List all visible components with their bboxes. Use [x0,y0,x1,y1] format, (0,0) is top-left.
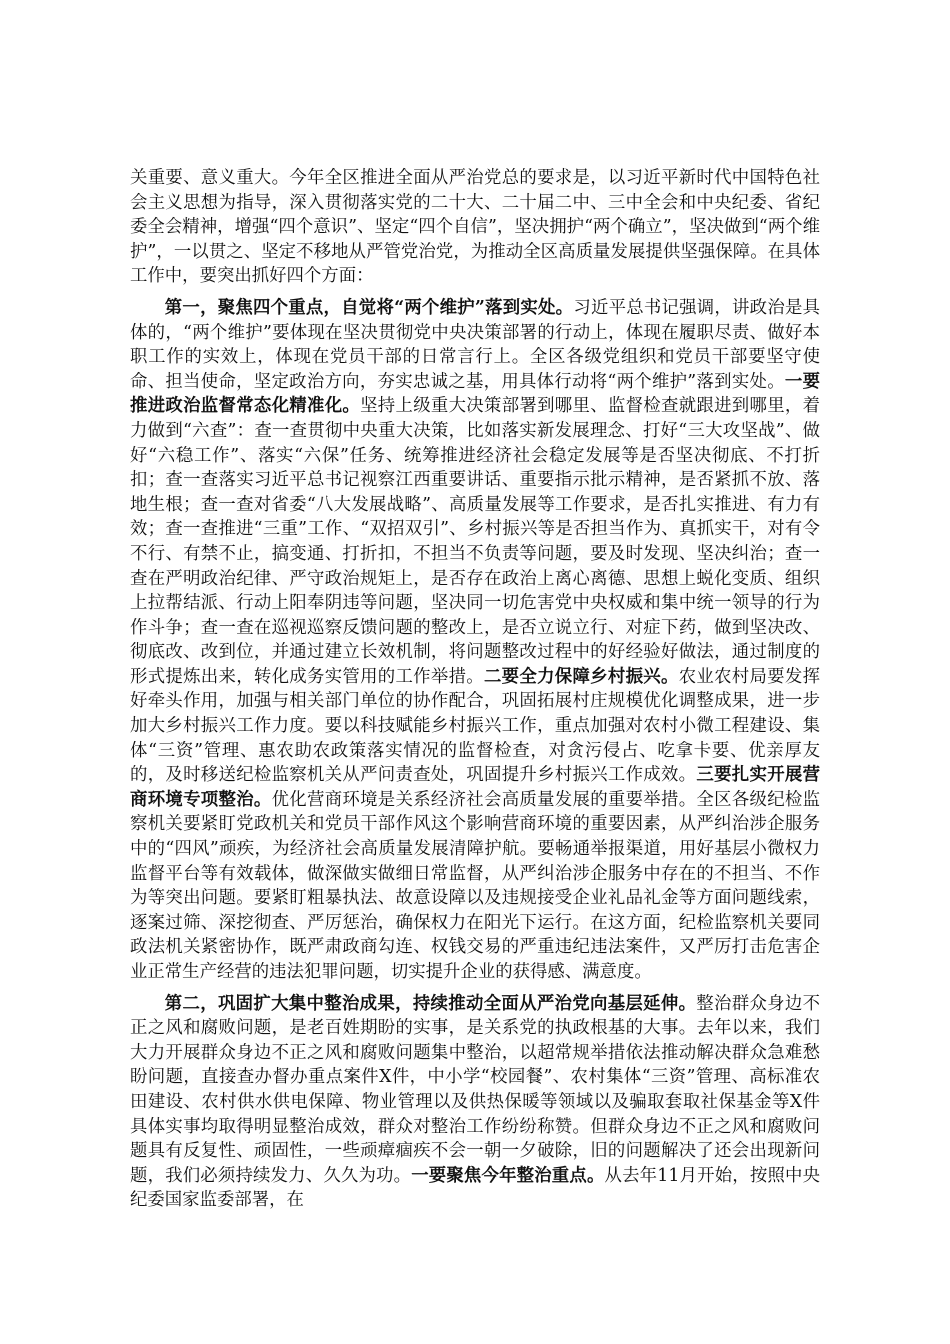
subpoint-heading: 二要全力保障乡村振兴。 [483,666,679,687]
paragraph-point-one [130,296,820,985]
paragraph-text: 农业农村局要发挥好牵头作用，加强与相关部门单位的协作配合，巩固拓展村庄规模优化调整成果，进一步加大乡村振兴工作力度。要以科技赋能乡村振兴工作，重点加强对农村小微工程建设、集体“三资”管理、惠农助农政策落实情况的监督检查，对贪污侵占、吃拿卡要、优亲厚友的，及时移送纪检监察机关从严问责查处，巩固提升乡村振兴工作成效。 [130,666,820,786]
paragraph-text: 习近平总书记强调，讲政治是具体的，“两个维护”要体现在坚决贯彻党中央决策部署的行动上，体现在履职尽责、做好本职工作的实效上，体现在党员干部的日常言行上。全区各级党组织和党员干部要坚守使命、担当使命，坚定政治方向，夯实忠诚之基，用具体行动将“两个维护”落到实处。 [130,297,820,392]
section-heading: 第一，聚焦四个重点，自觉将“两个维护”落到实处。 [164,297,574,318]
paragraph-text: 关重要、意义重大。今年全区推进全面从严治党总的要求是，以习近平新时代中国特色社会主义思想为指导，深入贯彻落实党的二十大、二十届二中、三中全会和中央纪委、省纪委全会精神，增强“四个意识”、坚定“四个自信”，坚决拥护“两个确立”，坚决做到“两个维护”，一以贯之、坚定不移地从严管党治党，为推动全区高质量发展提供坚强保障。在具体工作中，要突出抓好四个方面： [130,168,820,287]
section-heading: 第二，巩固扩大集中整治成果，持续推动全面从严治党向基层延伸。 [164,993,697,1014]
paragraph-point-two [130,992,820,1213]
paragraph-intro [130,166,820,289]
subpoint-heading: 一要推进政治监督常态化精准化。 [130,371,820,417]
subpoint-heading: 三要扎实开展营商环境专项整治。 [130,765,820,810]
document-page [130,166,820,1220]
paragraph-text: 整治群众身边不正之风和腐败问题，是老百姓期盼的实事，是关系党的执政根基的大事。去年以来，我们大力开展群众身边不正之风和腐败问题集中整治，以超常规举措依法推动解决群众急难愁盼问题，直接查办督办重点案件X件，中小学“校园餐”、农村集体“三资”管理、高标准农田建设、农村供水供电保障、物业管理以及供热保暖等领域以及骗取套取社保基金等X件具体实事均取得明显整治成效，群众对整治工作纷纷称赞。但群众身边不正之风和腐败问题具有反复性、顽固性，一些顽瘴痼疾不会一朝一夕破除，旧的问题解决了还会出现新问题，我们必须持续发力、久久为功。 [130,993,820,1186]
paragraph-text: 坚持上级重大决策部署到哪里、监督检查就跟进到哪里，着力做到“六查”：查一查贯彻中央重大决策，比如落实新发展理念、打好“三大攻坚战”、做好“六稳工作”、落实“六保”任务、统筹推进经济社会稳定发展等是否坚决彻底、不打折扣；查一查落实习近平总书记视察江西重要讲话、重要指示批示精神，是否紧抓不放、落地生根；查一查对省委“八大发展战略”、高质量发展等工作要求，是否扎实推进、有力有效；查一查推进“三重”工作、“双招双引”、乡村振兴等是否担当作为、真抓实干，对有令不行、有禁不止，搞变通、打折扣，不担当不负责等问题，要及时发现、坚决纠治；查一查在严明政治纪律、严守政治规矩上，是否存在政治上离心离德、思想上蜕化变质、组织上拉帮结派、行动上阳奉阴违等问题，坚决同一切危害党中央权威和集中统一领导的行为作斗争；查一查在巡视巡察反馈问题的整改上，是否立说立行、对症下药，做到坚决改、彻底改、改到位，并通过建立长效机制，将问题整改过程中的好经验好做法，通过制度的形式提炼出来，转化成务实管用的工作举措。 [130,396,820,687]
subpoint-heading: 一要聚焦今年整治重点。 [411,1165,605,1186]
paragraph-text: 从去年11月开始，按照中央纪委国家监委部署，在 [130,1165,820,1211]
paragraph-text: 优化营商环境是关系经济社会高质量发展的重要举措。全区各级纪检监察机关要紧盯党政机关和党员干部作风这个影响营商环境的重要因素，从严纠治涉企服务中的“四风”顽疾，为经济社会高质量发展清障护航。要畅通举报渠道，用好基层小微权力监督平台等有效载体，做深做实做细日常监督，从严纠治涉企服务中存在的不担当、不作为等突出问题。要紧盯粗暴执法、故意设障以及违规接受企业礼品礼金等方面问题线索，逐案过筛、深挖彻查、严厉惩治，确保权力在阳光下运行。在这方面，纪检监察机关要同政法机关紧密协作，既严肃政商勾连、权钱交易的严重违纪违法案件，又严厉打击危害企业正常生产经营的违法犯罪问题，切实提升企业的获得感、满意度。 [130,789,820,982]
